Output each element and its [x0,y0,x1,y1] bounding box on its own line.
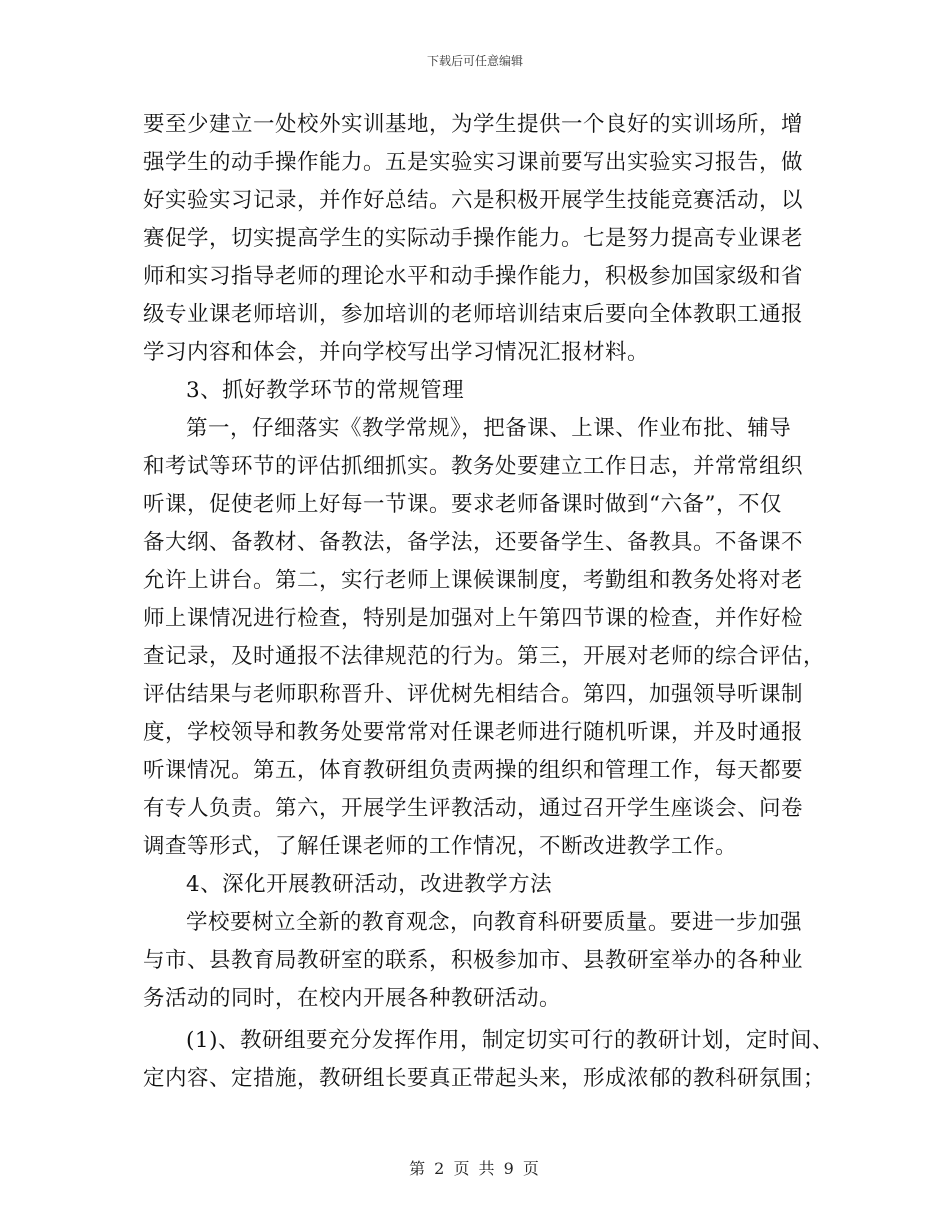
section-heading: 4、深化开展教研活动，改进教学方法 [186,872,553,897]
text-line: 允许上讲台。第二，实行老师上课候课制度，考勤组和教务处将对老 [143,568,804,593]
section-heading: 3、抓好教学环节的常规管理 [186,378,465,403]
text-line: (1)、教研组要充分发挥作用，制定切实可行的教研计划，定时间、 [186,1028,834,1053]
document-body [143,106,834,1098]
text-line: 度，学校领导和教务处要常常对任课老师进行随机听课，并及时通报 [143,720,804,745]
page-header: 下载后可任意编辑 [426,54,523,68]
text-line: 有专人负责。第六，开展学生评教活动，通过召开学生座谈会、问卷 [143,796,804,821]
text-line: 听课情况。第五，体育教研组负责两操的组织和管理工作，每天都要 [143,758,804,783]
text-line: 级专业课老师培训，参加培训的老师培训结束后要向全体教职工通报 [143,302,804,327]
text-line: 师上课情况进行检查，特别是加强对上午第四节课的检查，并作好检 [143,606,804,631]
page-number: 第 2 页 共 9 页 [409,1159,541,1178]
text-line: 评估结果与老师职称晋升、评优树先相结合。第四，加强领导听课制 [143,682,804,707]
text-line: 赛促学，切实提高学生的实际动手操作能力。七是努力提高专业课老 [143,226,804,251]
text-line: 师和实习指导老师的理论水平和动手操作能力，积极参加国家级和省 [143,264,804,289]
text-line: 学习内容和体会，并向学校写出学习情况汇报材料。 [143,340,650,365]
text-line: 定内容、定措施，教研组长要真正带起头来，形成浓郁的教科研氛围； [143,1066,826,1091]
text-line: 备大纲、备教材、备教法，备学法，还要备学生、备教具。不备课不 [143,530,804,555]
text-line: 查记录，及时通报不法律规范的行为。第三，开展对老师的综合评估， [143,644,826,669]
text-line: 第一，仔细落实《教学常规》，把备课、上课、作业布批、辅导 [186,416,792,441]
text-line: 听课，促使老师上好每一节课。要求老师备课时做到“六备”，不仅 [143,492,782,517]
text-line: 和考试等环节的评估抓细抓实。教务处要建立工作日志，并常常组织 [143,454,804,479]
text-line: 务活动的同时，在校内开展各种教研活动。 [143,986,562,1011]
text-line: 调查等形式，了解任课老师的工作情况，不断改进教学工作。 [143,834,738,859]
text-line: 学校要树立全新的教育观念，向教育科研要质量。要进一步加强 [186,910,803,935]
text-line: 强学生的动手操作能力。五是实验实习课前要写出实验实习报告，做 [143,150,804,175]
text-line: 要至少建立一处校外实训基地，为学生提供一个良好的实训场所，增 [143,112,804,137]
text-line: 好实验实习记录，并作好总结。六是积极开展学生技能竞赛活动，以 [143,188,804,213]
text-line: 与市、县教育局教研室的联系，积极参加市、县教研室举办的各种业 [143,948,804,973]
